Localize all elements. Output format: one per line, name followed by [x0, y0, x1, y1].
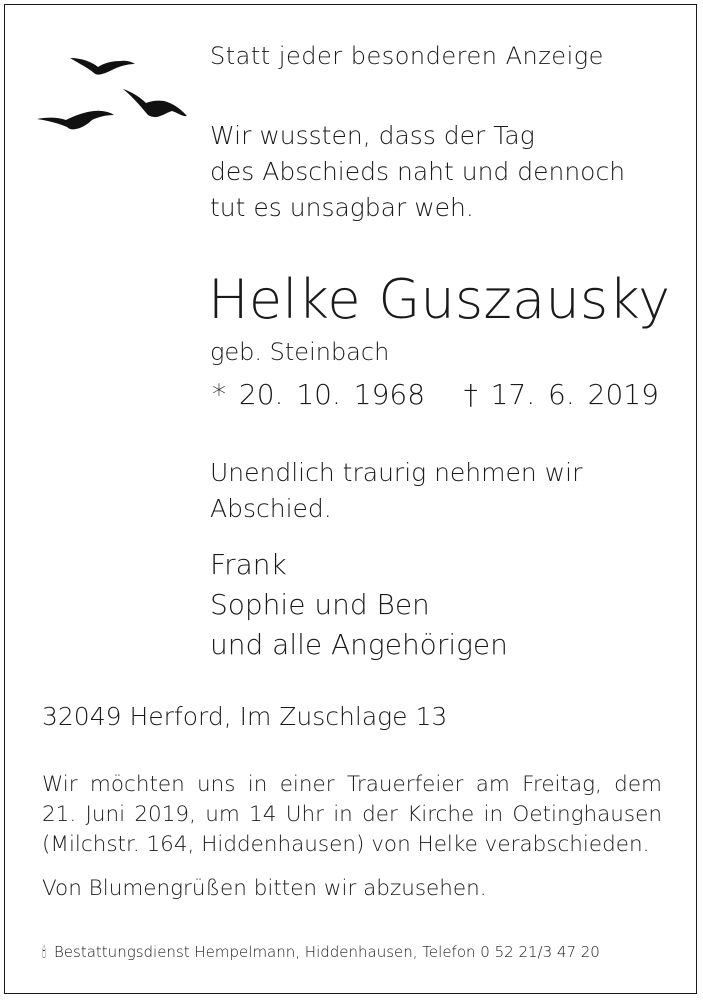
bird-icon	[70, 58, 135, 75]
flowers-note: Von Blumengrüßen bitten wir abzusehen.	[42, 876, 487, 901]
maiden-name: geb. Steinbach	[210, 338, 390, 366]
life-dates: * 20. 10. 1968 † 17. 6. 2019	[212, 378, 659, 411]
deceased-name: Helke Guszausky	[208, 268, 671, 331]
bird-icon	[37, 111, 114, 130]
family-line: Sophie und Ben	[210, 588, 430, 621]
funeral-home-footer	[42, 943, 600, 961]
ceremony-notice	[42, 770, 662, 860]
mourning-text	[210, 455, 582, 527]
notice-line: 21. Juni 2019, um 14 Uhr in der Kirche in Oetinghausen	[42, 802, 662, 827]
candle-icon: 🕯︎	[42, 945, 46, 961]
footer-text: Bestattungsdienst Hempelmann, Hiddenhausen, Telefon 0 52 21/3 47 20	[53, 943, 600, 961]
notice-line: (Milchstr. 164, Hiddenhausen) von Helke verabschieden.	[42, 832, 650, 857]
address: 32049 Herford, Im Zuschlage 13	[42, 702, 448, 731]
notice-heading: Statt jeder besonderen Anzeige	[210, 42, 604, 70]
mourning-line: Unendlich traurig nehmen wir	[210, 458, 583, 487]
quote-line: tut es unsagbar weh.	[210, 193, 474, 222]
bird-icon	[123, 89, 187, 117]
notice-line: Wir möchten uns in einer Trauerfeier am Freitag, dem	[42, 772, 662, 797]
quote-line: des Abschieds naht und dennoch	[210, 157, 626, 186]
family-list	[210, 545, 508, 665]
quote-block	[210, 118, 625, 226]
birds-icon	[30, 40, 210, 140]
family-line: und alle Angehörigen	[210, 628, 508, 661]
quote-line: Wir wussten, dass der Tag	[210, 121, 535, 150]
mourning-line: Abschied.	[210, 494, 332, 523]
family-line: Frank	[210, 548, 287, 581]
